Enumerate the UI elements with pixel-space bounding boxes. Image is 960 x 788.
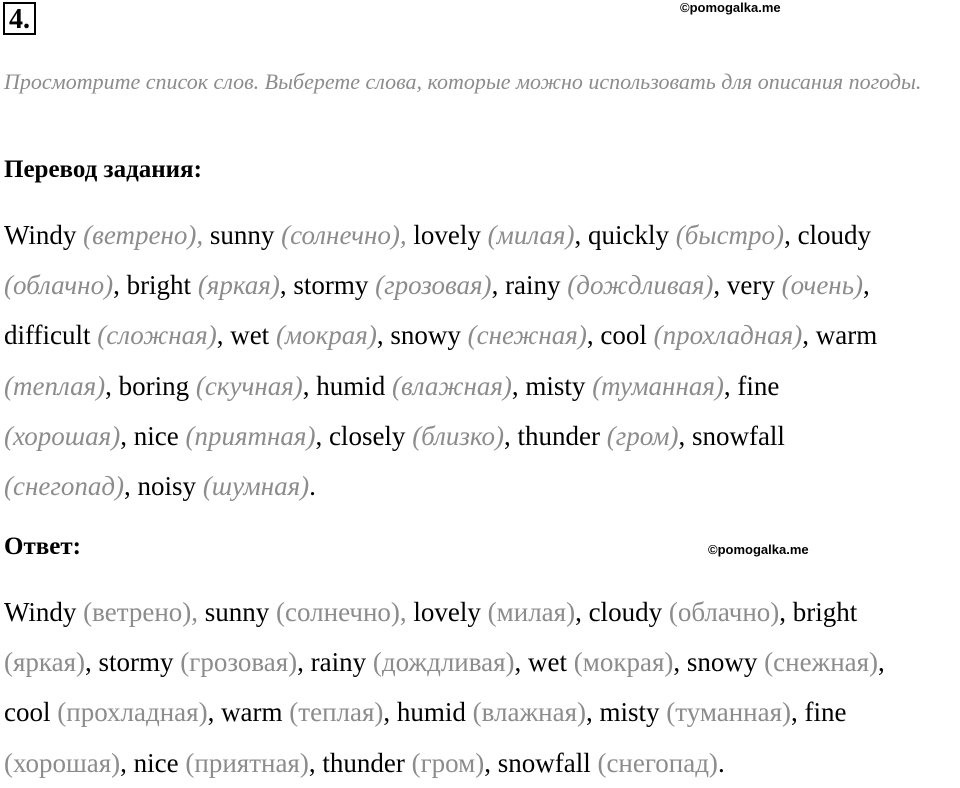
russian-translation: (яркая) <box>197 270 280 301</box>
english-word: , fine <box>723 370 780 401</box>
russian-translation: (мокрая) <box>275 320 377 351</box>
text-line <box>4 687 959 737</box>
russian-translation: (дождливая) <box>567 270 714 301</box>
english-word: Windy <box>4 597 84 627</box>
russian-translation: (милая) <box>487 220 575 250</box>
english-word: , thunder <box>504 420 607 451</box>
english-word: sunny <box>198 597 277 627</box>
english-word: , misty <box>511 370 593 401</box>
english-word: , fine <box>791 697 847 728</box>
russian-translation: (очень) <box>781 270 863 301</box>
russian-translation: (теплая) <box>289 697 384 728</box>
english-word: , bright <box>779 597 858 627</box>
watermark-answer: ©pomogalka.me <box>708 542 809 557</box>
russian-translation: (теплая) <box>4 370 106 401</box>
english-word: , stormy <box>85 647 181 678</box>
answer-heading: Ответ: <box>4 533 81 560</box>
russian-translation: (скучная) <box>195 370 303 401</box>
russian-translation: (ветрено), <box>83 220 204 250</box>
english-word: , rainy <box>297 647 373 678</box>
english-word: , snowfall <box>678 420 785 451</box>
russian-translation: (ветрено), <box>83 597 199 627</box>
russian-translation: (снежная) <box>467 320 587 351</box>
translation-paragraph <box>4 210 959 511</box>
russian-translation: (солнечно), <box>276 597 407 627</box>
english-word: , wet <box>216 320 276 351</box>
answer-paragraph <box>4 587 959 788</box>
english-word: , boring <box>105 370 196 401</box>
text-line <box>4 310 959 360</box>
english-word: , thunder <box>308 747 412 778</box>
russian-translation: (облачно) <box>4 270 114 301</box>
russian-translation: (приятная) <box>185 747 309 778</box>
english-word: , snowfall <box>484 747 598 778</box>
english-word: , warm <box>207 697 290 728</box>
russian-translation: (снегопад) <box>597 747 718 778</box>
russian-translation: (снегопад) <box>4 470 125 501</box>
text-line <box>4 461 959 511</box>
watermark-top: ©pomogalka.me <box>680 0 781 15</box>
english-word: lovely <box>406 597 488 627</box>
english-word: . <box>717 747 725 778</box>
russian-translation: (яркая) <box>4 647 86 678</box>
translation-heading: Перевод задания: <box>4 156 202 183</box>
task-number: 4. <box>3 2 36 35</box>
english-word: , nice <box>120 747 186 778</box>
english-word: , cool <box>586 320 654 351</box>
english-word: , misty <box>586 697 667 728</box>
english-word: , wet <box>514 647 574 678</box>
english-word: Windy <box>4 220 84 250</box>
english-word: , rainy <box>491 270 568 301</box>
english-word: , warm <box>802 320 878 351</box>
text-line <box>4 637 959 687</box>
russian-translation: (снежная) <box>764 647 879 678</box>
english-word: , cloudy <box>784 220 872 250</box>
text-line <box>4 738 959 788</box>
english-word: sunny <box>203 220 282 250</box>
russian-translation: (прохладная) <box>57 697 208 728</box>
english-word: , <box>862 270 870 301</box>
russian-translation: (прохладная) <box>653 320 803 351</box>
russian-translation: (гром) <box>606 420 679 451</box>
russian-translation: (шумная) <box>202 470 310 501</box>
russian-translation: (туманная) <box>666 697 792 728</box>
english-word: . <box>309 470 316 501</box>
russian-translation: (милая) <box>487 597 576 627</box>
russian-translation: (дождливая) <box>372 647 515 678</box>
english-word: , nice <box>120 420 186 451</box>
english-word: , snowy <box>673 647 765 678</box>
russian-translation: (влажная) <box>472 697 586 728</box>
text-line <box>4 210 959 260</box>
russian-translation: (туманная) <box>592 370 724 401</box>
russian-translation: (солнечно), <box>281 220 407 250</box>
russian-translation: (мокрая) <box>573 647 674 678</box>
text-line <box>4 411 959 461</box>
russian-translation: (приятная) <box>185 420 316 451</box>
russian-translation: (грозовая) <box>180 647 298 678</box>
english-word: , snowy <box>376 320 468 351</box>
english-word: cool <box>4 697 58 728</box>
english-word: , humid <box>302 370 393 401</box>
russian-translation: (быстро) <box>675 220 785 250</box>
english-word: , very <box>713 270 782 301</box>
english-word: , closely <box>315 420 413 451</box>
text-line <box>4 361 959 411</box>
russian-translation: (близко) <box>412 420 504 451</box>
english-word: , quickly <box>574 220 676 250</box>
english-word: , noisy <box>124 470 203 501</box>
text-line <box>4 260 959 310</box>
russian-translation: (влажная) <box>392 370 512 401</box>
english-word: lovely <box>406 220 488 250</box>
russian-translation: (сложная) <box>97 320 217 351</box>
russian-translation: (облачно) <box>668 597 780 627</box>
english-word: , humid <box>383 697 473 728</box>
russian-translation: (гром) <box>411 747 485 778</box>
english-word: , cloudy <box>575 597 669 627</box>
russian-translation: (хорошая) <box>4 420 121 451</box>
english-word: , <box>878 647 885 678</box>
text-line <box>4 587 959 637</box>
english-word: , bright <box>113 270 198 301</box>
russian-translation: (грозовая) <box>375 270 492 301</box>
english-word: , stormy <box>279 270 376 301</box>
russian-translation: (хорошая) <box>4 747 121 778</box>
task-text: Просмотрите список слов. Выберете слова, которые можно использовать для описания погоды. <box>4 69 922 94</box>
english-word: difficult <box>4 320 98 351</box>
